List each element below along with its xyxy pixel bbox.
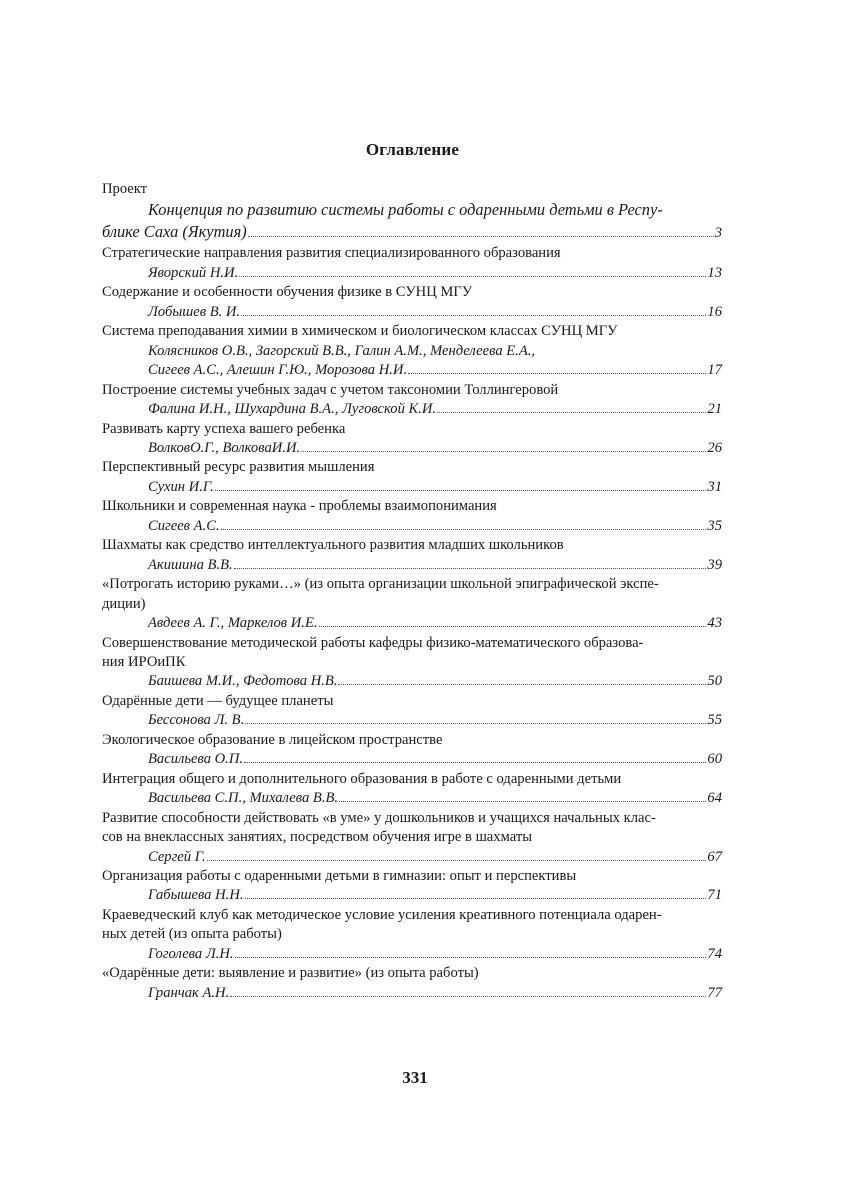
section-label: Проект [102, 181, 148, 197]
entry-title-continuation: блике Саха (Якутия) [102, 222, 247, 242]
dot-leader [408, 372, 706, 374]
entry-page-number: 60 [707, 751, 722, 768]
page-number: 331 [402, 1068, 428, 1087]
dot-leader [234, 567, 707, 569]
entry-title: Интеграция общего и дополнительного образования в работе с одаренными детьми [102, 770, 622, 787]
entry-title: Организация работы с одаренными детьми в гимназии: опыт и перспективы [102, 867, 577, 884]
toc-entry[interactable] [102, 575, 722, 633]
entry-authors: Гоголева Л.Н. [148, 945, 234, 962]
entry-title: Совершенствование методической работы кафедры физико-математического образова- [102, 634, 644, 651]
entry-authors: Баишева М.И., Федотова Н.В. [148, 673, 338, 690]
entry-author-line [102, 478, 722, 497]
entry-author-line [102, 750, 722, 769]
toc-entry[interactable] [102, 964, 722, 1003]
entry-page-number: 55 [707, 712, 722, 729]
toc-entry[interactable] [102, 906, 722, 964]
entry-page-number: 35 [707, 517, 722, 534]
entry-authors: Сигеев А.С., Алешин Г.Ю., Морозова Н.И. [148, 362, 408, 379]
entry-title: Развитие способности действовать «в уме» у дошкольников и учащихся начальных клас- [102, 809, 656, 826]
entry-title: Концепция по развитию системы работы с одаренными детьми в Респу- [148, 200, 663, 220]
dot-leader [235, 956, 707, 958]
entry-author-line [102, 303, 722, 322]
entry-page-number: 50 [707, 673, 722, 690]
entry-page-number: 13 [707, 264, 722, 281]
entry-title-continuation: сов на внеклассных занятиях, посредством обучения игре в шахматы [102, 829, 533, 846]
entry-authors: Гранчак А.Н. [148, 984, 230, 1001]
entry-author-line [102, 614, 722, 633]
entry-authors: Авдеев А. Г., Маркелов И.Е. [148, 615, 318, 632]
entry-authors: Колясников О.В., Загорский В.В., Галин А.М., Менделеева Е.А., [148, 342, 536, 359]
entry-title-continuation: диции) [102, 595, 146, 612]
entry-page-number: 21 [707, 401, 722, 418]
entry-title: Система преподавания химии в химическом и биологическом классах СУНЦ МГУ [102, 323, 618, 340]
entry-author-line [102, 361, 722, 380]
entry-title: «Потрогать историю руками…» (из опыта организации школьной эпиграфической экспе- [102, 576, 659, 593]
toc-entry[interactable] [102, 867, 722, 906]
toc-entry[interactable] [102, 497, 722, 536]
entry-title: Содержание и особенности обучения физике в СУНЦ МГУ [102, 284, 473, 301]
entry-page-number: 26 [707, 439, 722, 456]
dot-leader [245, 897, 707, 899]
entry-page-number: 39 [707, 556, 722, 573]
toc-entry[interactable] [102, 420, 722, 459]
toc-entry[interactable] [102, 809, 722, 867]
entry-title-continuation: ных детей (из опыта работы) [102, 926, 282, 943]
entry-author-line [102, 517, 722, 536]
entry-title-continuation: ния ИРОиПК [102, 653, 186, 670]
entry-authors: Васильева О.П. [148, 751, 244, 768]
entry-authors: Бессонова Л. В. [148, 712, 245, 729]
entry-author-line [102, 400, 722, 419]
entry-author-line [102, 789, 722, 808]
dot-leader [239, 275, 706, 277]
entry-title: «Одарённые дети: выявление и развитие» (из опыта работы) [102, 965, 479, 982]
toc-entry[interactable] [102, 634, 722, 692]
dot-leader [319, 625, 707, 627]
entry-title: Школьники и современная наука - проблемы взаимопонимания [102, 498, 497, 515]
entry-page-number: 77 [707, 984, 722, 1001]
entry-title: Развивать карту успеха вашего ребенка [102, 420, 346, 437]
entry-authors: Сигеев А.С. [148, 517, 220, 534]
dot-leader [301, 450, 706, 452]
toc-entry[interactable] [102, 770, 722, 809]
dot-leader [338, 683, 706, 685]
entry-page-number: 64 [707, 790, 722, 807]
entry-author-line [102, 711, 722, 730]
dot-leader [437, 411, 706, 413]
entry-page-number: 43 [707, 615, 722, 632]
entry-author-line [102, 556, 722, 575]
dot-leader [248, 235, 714, 237]
dot-leader [244, 761, 706, 763]
entry-author-line [102, 439, 722, 458]
entry-authors: Лобышев В. И. [148, 303, 241, 320]
entry-title: Перспективный ресурс развития мышления [102, 459, 375, 476]
entry-authors: ВолковО.Г., ВолковаИ.И. [148, 439, 301, 456]
entry-author-line [102, 848, 722, 867]
toc-entry[interactable] [102, 536, 722, 575]
toc-entry[interactable] [102, 731, 722, 770]
entry-page-number: 71 [707, 887, 722, 904]
entry-author-line [102, 672, 722, 691]
entry-authors: Яворский Н.И. [148, 264, 239, 281]
entry-page-number: 17 [707, 362, 722, 379]
toc-entry[interactable] [102, 283, 722, 322]
entry-authors: Фалина И.Н., Шухардина В.А., Луговской К.И. [148, 401, 437, 418]
entry-page-number: 3 [714, 225, 722, 242]
toc-entry[interactable] [102, 199, 722, 244]
entry-author-line [102, 886, 722, 905]
entry-title: Краеведческий клуб как методическое условие усиления креативного потенциала одарен- [102, 906, 662, 923]
entry-page-number: 16 [707, 303, 722, 320]
entry-author-line [102, 264, 722, 283]
entry-authors: Акишина В.В. [148, 556, 233, 573]
entry-title: Построение системы учебных задач с учетом таксономии Толлингеровой [102, 381, 559, 398]
entry-authors: Сергей Г. [148, 848, 206, 865]
entry-title-last-line [102, 221, 722, 244]
dot-leader [207, 859, 707, 861]
entry-authors: Сухин И.Г. [148, 478, 214, 495]
toc-entry[interactable] [102, 458, 722, 497]
dot-leader [245, 722, 706, 724]
entry-title: Одарённые дети — будущее планеты [102, 692, 334, 709]
toc-entry[interactable] [102, 322, 722, 380]
entry-author-line [102, 945, 722, 964]
entry-page-number: 67 [707, 848, 722, 865]
page-title: Оглавление [365, 140, 460, 159]
entry-title: Шахматы как средство интеллектуального развития младших школьников [102, 537, 564, 554]
entry-authors: Васильева С.П., Михалева В.В. [148, 790, 339, 807]
dot-leader [230, 995, 706, 997]
table-of-contents [102, 180, 722, 1003]
entry-page-number: 74 [707, 945, 722, 962]
dot-leader [221, 528, 707, 530]
entry-title: Стратегические направления развития специализированного образования [102, 245, 561, 262]
entry-author-line [102, 984, 722, 1003]
dot-leader [241, 314, 706, 316]
toc-entry[interactable] [102, 244, 722, 283]
entry-authors: Габышева Н.Н. [148, 887, 244, 904]
dot-leader [215, 489, 707, 491]
entry-page-number: 31 [707, 478, 722, 495]
entry-title: Экологическое образование в лицейском пространстве [102, 731, 443, 748]
dot-leader [339, 800, 706, 802]
toc-entry[interactable] [102, 692, 722, 731]
toc-entry[interactable] [102, 381, 722, 420]
